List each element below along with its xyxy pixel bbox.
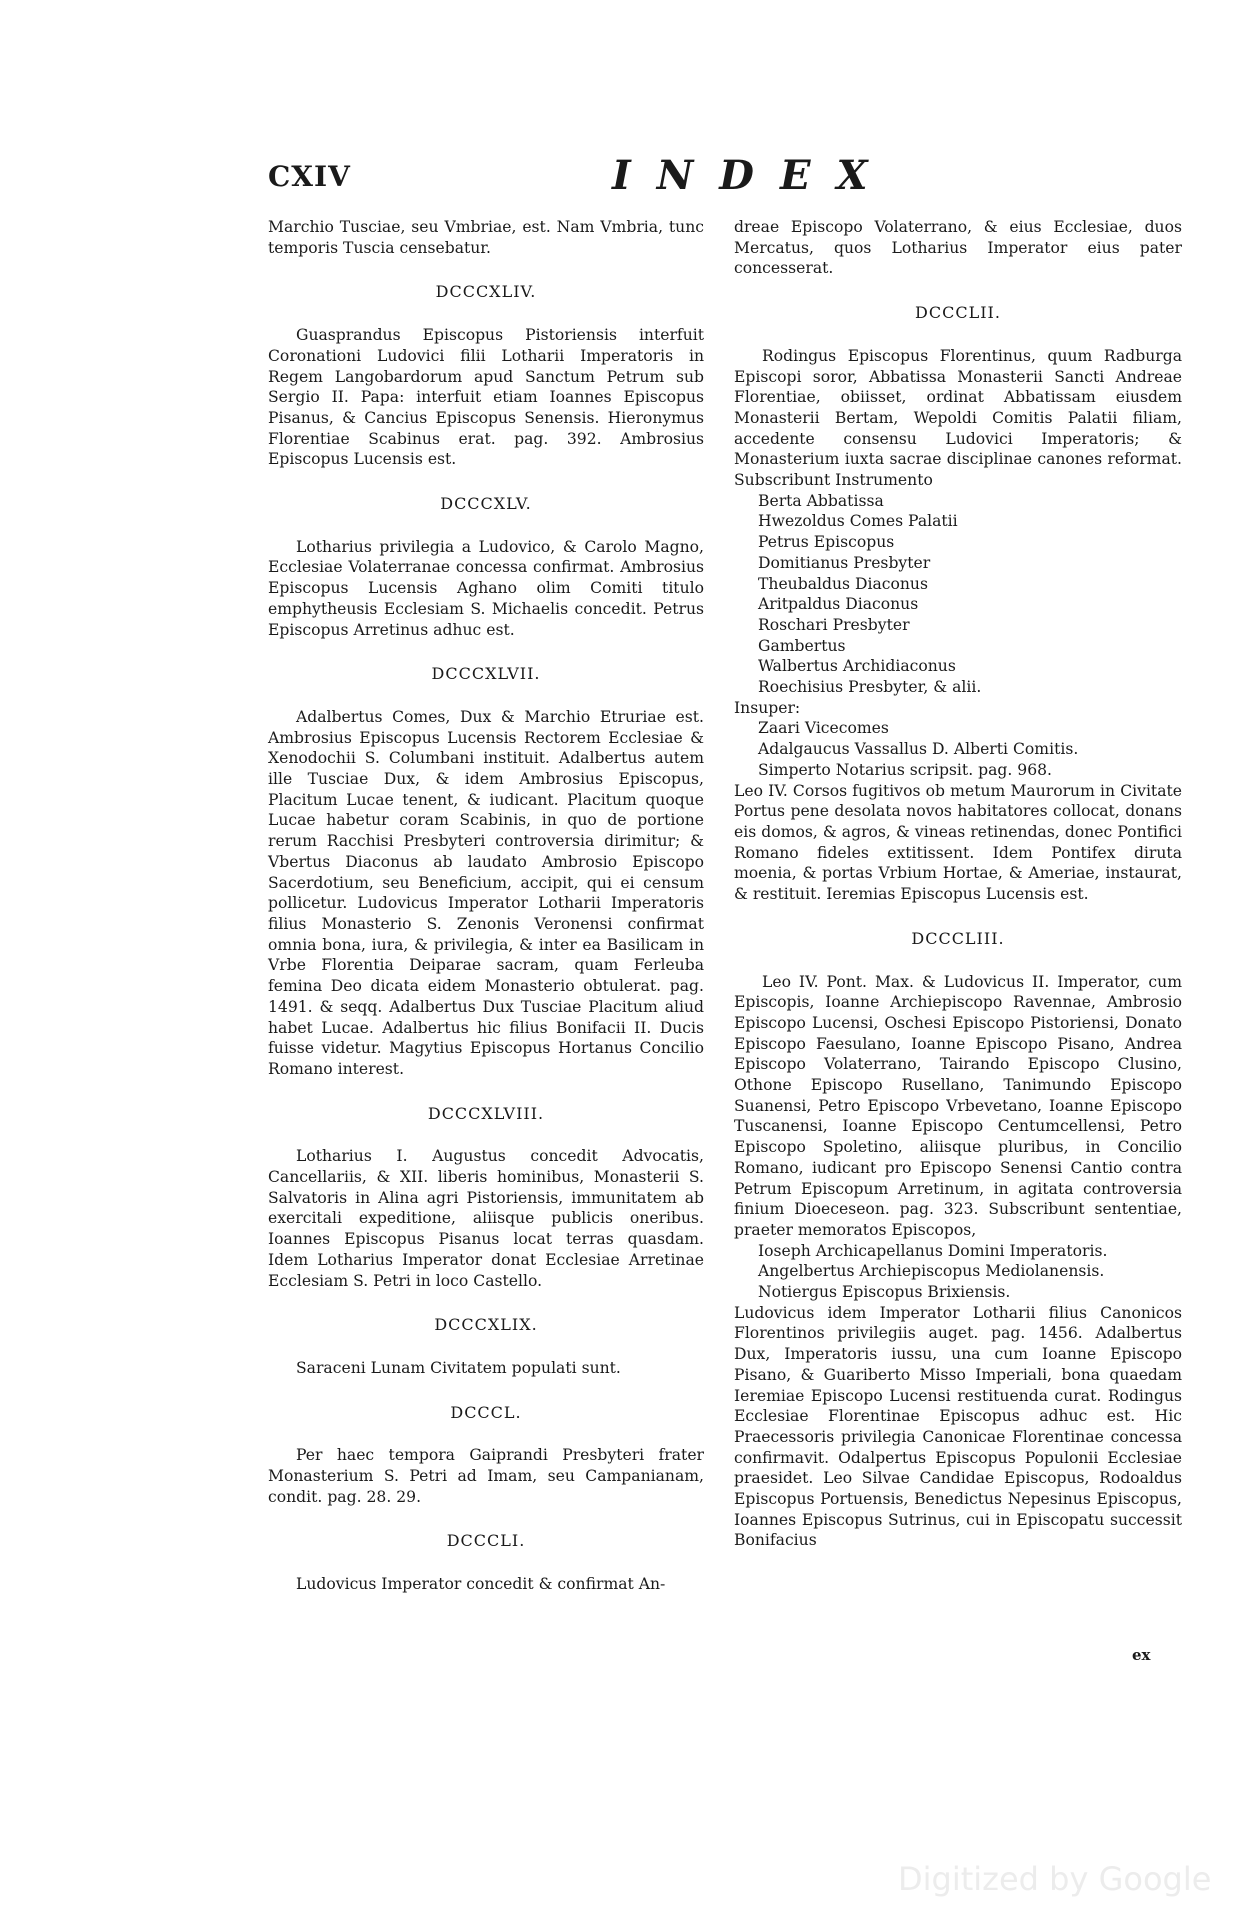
section-heading: DCCCXLVII. — [431, 664, 541, 684]
signatory-item: Notiergus Episcopus Brixiensis. — [758, 1283, 1011, 1302]
section-heading: DCCCXLVIII. — [427, 1103, 545, 1123]
signatory-list — [734, 718, 1182, 780]
right-column — [734, 217, 1182, 1551]
section-heading: DCCCLIII. — [911, 928, 1005, 948]
index-entry: Saraceni Lunam Civitatem populati sunt. — [296, 1358, 621, 1377]
index-entry: Rodingus Episcopus Florentinus, quum Radburga Episcopi soror, Abbatissa Monasterii Sancti Andreae Florentiae, obiisset, ordinat Abbatissam eiusdem Monasterii Bertam, Wepoldi Comitis Palatii filiam, accedente consensu Ludovici Imperatoris; & Monasterium iuxta sacrae disciplinae canones reformat. Subscribunt Instrumento — [734, 346, 1182, 490]
signatory-list — [734, 1241, 1182, 1303]
index-entry: dreae Episcopo Volaterrano, & eius Ecclesiae, duos Mercatus, quos Lotharius Imperator eius pater concesserat. — [734, 218, 1182, 278]
signatory-item: Gambertus — [758, 636, 846, 655]
signatory-item: Theubaldus Diaconus — [758, 574, 928, 593]
signatory-item: Aritpaldus Diaconus — [758, 595, 919, 614]
signatory-item: Roechisius Presbyter, & alii. — [758, 678, 982, 697]
signatory-item: Insuper: — [734, 698, 801, 717]
index-entry: Leo IV. Pont. Max. & Ludovicus II. Imperator, cum Episcopis, Ioanne Archiepiscopo Ravennae, Ambrosio Episcopo Lucensi, Oschesi Episcopo Pistoriensi, Donato Episcopo Faesulano, Ioanne Episcopo Pisano, Andrea Episcopo Volaterrano, Tairando Episcopo Clusino, Othone Episcopo Rusellano, Tanimundo Episcopo Suanensi, Petro Episcopo Vrbevetano, Ioanne Episcopo Tuscanensi, Ioanne Episcopo Centumcellensi, Petro Episcopo Spoletino, aliisque pluribus, in Concilio Romano, iudicant pro Episcopo Senensi Cantio contra Petrum Episcopum Arretinum, in agitata controversia finium Dioeceseon. pag. 323. Subscribunt sententiae, praeter memoratos Episcopos, — [734, 972, 1182, 1239]
section-heading: DCCCXLV. — [440, 494, 532, 514]
signatory-item: Petrus Episcopus — [758, 533, 895, 552]
section-heading: DCCCXLIV. — [435, 282, 537, 302]
signatory-item: Berta Abbatissa — [758, 491, 884, 510]
digitization-watermark: Digitized by Google — [898, 1860, 1212, 1898]
index-entry: Ludovicus idem Imperator Lotharii filius Canonicos Florentinos privilegiis auget. pag. 1456. Adalbertus Dux, Imperatoris iussu, una cum Ioanne Episcopo Pisano, & Guariberto Misso Imperiali, bona quaedam Ieremiae Episcopo Lucensi restituenda curat. Rodingus Ecclesiae Florentinae Episcopus adhuc est. Hic Praecessoris privilegia Canonicae Florentinae concessa confirmavit. Odalpertus Episcopus Populonii Ecclesiae praesidet. Leo Silvae Candidae Episcopus, Rodoaldus Episcopus Portuensis, Benedictus Nepesinus Episcopus, Ioannes Episcopus Sutrinus, cui in Episcopatu successit Bonifacius — [734, 1303, 1182, 1550]
signatory-list — [734, 491, 1182, 698]
index-entry: Guasprandus Episcopus Pistoriensis interfuit Coronationi Ludovici filii Lotharii Imperatoris in Regem Langobardorum apud Sanctum Petrum sub Sergio II. Papa: interfuit etiam Ioannes Episcopus Pisanus, & Cancius Episcopus Senensis. Hieronymus Florentiae Scabinus erat. pag. 392. Ambrosius Episcopus Lucensis est. — [268, 326, 704, 469]
signatory-item: Angelbertus Archiepiscopus Mediolanensis. — [758, 1262, 1105, 1281]
section-heading: DCCCLI. — [446, 1531, 526, 1551]
section-heading: DCCCL. — [450, 1402, 522, 1422]
left-column — [268, 217, 704, 1595]
section-heading: DCCCXLIX. — [434, 1315, 538, 1335]
index-entry: Lotharius I. Augustus concedit Advocatis, Cancellariis, & XII. liberis hominibus, Monasterii S. Salvatoris in Alina agri Pistoriensis, immunitatem ab exercitali expeditione, aliisque publicis oneribus. Ioannes Episcopus Pisanus locat terras quasdam. Idem Lotharius Imperator donat Ecclesiae Arretinae Ecclesiam S. Petri in loco Castello. — [268, 1147, 704, 1290]
running-title: INDEX — [612, 152, 894, 199]
page-number: CXIV — [268, 160, 351, 193]
signatory-item: Adalgaucus Vassallus D. Alberti Comitis. — [758, 740, 1079, 759]
signatory-list — [734, 698, 1182, 719]
catchword: ex — [1132, 1646, 1151, 1664]
index-entry: Lotharius privilegia a Ludovico, & Carolo Magno, Ecclesiae Volaterranae concessa confirmat. Ambrosius Episcopus Lucensis Aghano olim Comiti titulo emphytheusis Ecclesiam S. Michaelis concedit. Petrus Episcopus Arretinus adhuc est. — [268, 537, 704, 639]
signatory-item: Ioseph Archicapellanus Domini Imperatoris. — [758, 1241, 1108, 1260]
signatory-item: Zaari Vicecomes — [758, 719, 889, 738]
signatory-item: Hwezoldus Comes Palatii — [758, 512, 958, 531]
section-heading: DCCCLII. — [915, 303, 1001, 323]
index-entry: Per haec tempora Gaiprandi Presbyteri frater Monasterium S. Petri ad Imam, seu Campanianam, condit. pag. 28. 29. — [268, 1446, 704, 1506]
index-entry: Adalbertus Comes, Dux & Marchio Etruriae est. Ambrosius Episcopus Lucensis Rectorem Ecclesiae & Xenodochii S. Columbani instituit. Adalbertus autem ille Tusciae Dux, & idem Ambrosius Episcopus, Placitum Lucae tenent, & iudicant. Placitum quoque Lucae habetur coram Scabinis, in quo de portione rerum Racchisi Presbyteri controversia dirimitur; & Vbertus Diaconus ab laudato Ambrosio Episcopo Sacerdotium, seu Beneficium, accipit, qui ei censum pollicetur. Ludovicus Imperator Lotharii Imperatoris filius Monasterio S. Zenonis Veronensi confirmat omnia bona, iura, & privilegia, & inter ea Basilicam in Vrbe Florentia Deiparae sacram, quam Ferleuba femina Deo dicata eidem Monasterio obtulerat. pag. 1491. & seqq. Adalbertus Dux Tusciae Placitum aliud habet Lucae. Adalbertus hic filius Bonifacii II. Ducis fuisse videtur. Magytius Episcopus Hortanus Concilio Romano interest. — [268, 707, 704, 1078]
signatory-item: Walbertus Archidiaconus — [758, 657, 956, 676]
index-entry: Marchio Tusciae, seu Vmbriae, est. Nam Vmbria, tunc temporis Tuscia censebatur. — [268, 218, 704, 257]
signatory-item: Roschari Presbyter — [758, 615, 910, 634]
signatory-item: Domitianus Presbyter — [758, 553, 931, 572]
signatory-item: Simperto Notarius scripsit. pag. 968. — [758, 760, 1052, 779]
index-entry: Ludovicus Imperator concedit & confirmat An- — [296, 1575, 666, 1594]
index-entry: Leo IV. Corsos fugitivos ob metum Maurorum in Civitate Portus pene desolata novos habitatores collocat, donans eis domos, & agros, & vineas retinendas, donec Pontifici Romano fideles extitissent. Idem Pontifex diruta moenia, & portas Vrbium Hortae, & Ameriae, instaurat, & restituit. Ieremias Episcopus Lucensis est. — [734, 781, 1182, 904]
